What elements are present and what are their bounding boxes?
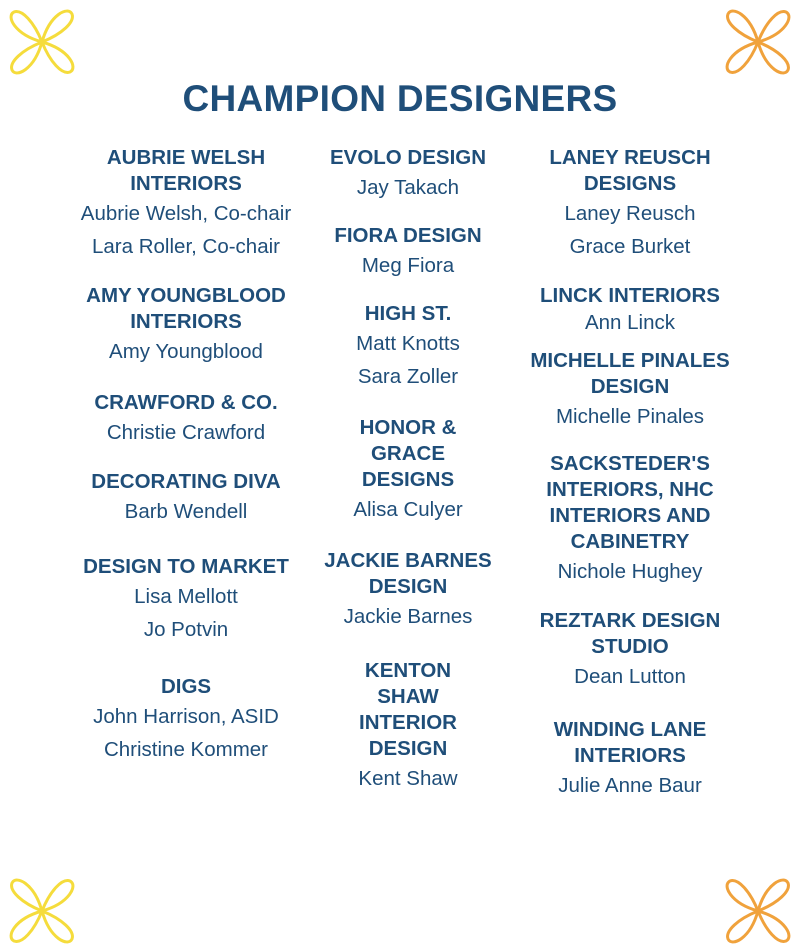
firm-entry	[72, 469, 300, 528]
firm-name: SACKSTEDER'S INTERIORS, NHC INTERIORS AND CABINETRY	[546, 452, 714, 553]
designer-name: Grace Burket	[569, 235, 691, 258]
firm-name: JACKIE BARNES DESIGN	[324, 549, 492, 598]
designer-name: Lisa Mellott	[134, 585, 238, 608]
firm-name: DECORATING DIVA	[91, 470, 281, 493]
designer-name: Christine Kommer	[103, 738, 269, 761]
designer-name: Amy Youngblood	[109, 340, 263, 363]
designer-name: Christie Crawford	[106, 421, 266, 444]
firm-name: LANEY REUSCH DESIGNS	[549, 146, 711, 195]
designer-name: Aubrie Welsh, Co-chair	[80, 202, 292, 225]
designer-name: Alisa Culyer	[353, 498, 463, 521]
firm-entry	[72, 283, 300, 368]
firm-entry	[306, 658, 510, 795]
designer-column-3	[518, 145, 742, 806]
designer-name: Meg Fiora	[361, 254, 455, 277]
firm-entry	[518, 348, 742, 433]
firm-name: FIORA DESIGN	[334, 224, 482, 247]
designer-column-1	[72, 145, 300, 770]
firm-entry	[72, 390, 300, 449]
designer-name: Jay Takach	[356, 176, 460, 199]
firm-entry	[72, 674, 300, 766]
firm-entry	[518, 451, 742, 588]
firm-name: KENTON SHAW INTERIOR DESIGN	[359, 659, 457, 760]
firm-entry	[306, 548, 510, 633]
firm-name: AUBRIE WELSH INTERIORS	[106, 146, 266, 195]
firm-entry	[306, 223, 510, 282]
firm-entry	[306, 145, 510, 204]
firm-name: EVOLO DESIGN	[329, 146, 487, 169]
designer-name: Kent Shaw	[358, 767, 458, 790]
firm-name: HIGH ST.	[364, 302, 452, 325]
designer-name: Jo Potvin	[143, 618, 229, 641]
designer-name: Nichole Hughey	[557, 560, 703, 583]
firm-entry	[518, 145, 742, 263]
firm-name: WINDING LANE INTERIORS	[553, 718, 707, 767]
firm-entry	[518, 717, 742, 802]
firm-name: CRAWFORD & CO.	[94, 391, 278, 414]
firm-entry	[518, 283, 742, 336]
firm-name: HONOR & GRACE DESIGNS	[359, 416, 457, 491]
designer-name: Dean Lutton	[574, 665, 686, 688]
designer-name: Julie Anne Baur	[558, 774, 702, 797]
designer-name: John Harrison, ASID	[93, 705, 279, 728]
designer-name: Ann Linck	[584, 311, 676, 334]
firm-name: MICHELLE PINALES DESIGN	[530, 349, 730, 398]
designer-name: Michelle Pinales	[555, 405, 705, 428]
firm-name: DESIGN TO MARKET	[83, 555, 289, 578]
designer-name: Matt Knotts	[356, 332, 460, 355]
firm-name: AMY YOUNGBLOOD INTERIORS	[86, 284, 286, 333]
firm-entry	[518, 608, 742, 693]
firm-entry	[72, 145, 300, 263]
firm-name: DIGS	[160, 675, 212, 698]
designer-name: Barb Wendell	[124, 500, 248, 523]
designer-column-2	[306, 145, 510, 799]
firm-entry	[306, 301, 510, 393]
page-title: CHAMPION DESIGNERS	[182, 78, 618, 119]
designer-name: Lara Roller, Co-chair	[92, 235, 280, 258]
designer-name: Sara Zoller	[357, 365, 459, 388]
firm-entry	[306, 415, 510, 526]
firm-entry	[72, 554, 300, 646]
designer-name: Laney Reusch	[564, 202, 696, 225]
firm-name: LINCK INTERIORS	[540, 284, 720, 307]
firm-name: REZTARK DESIGN STUDIO	[539, 609, 721, 658]
designer-name: Jackie Barnes	[343, 605, 473, 628]
